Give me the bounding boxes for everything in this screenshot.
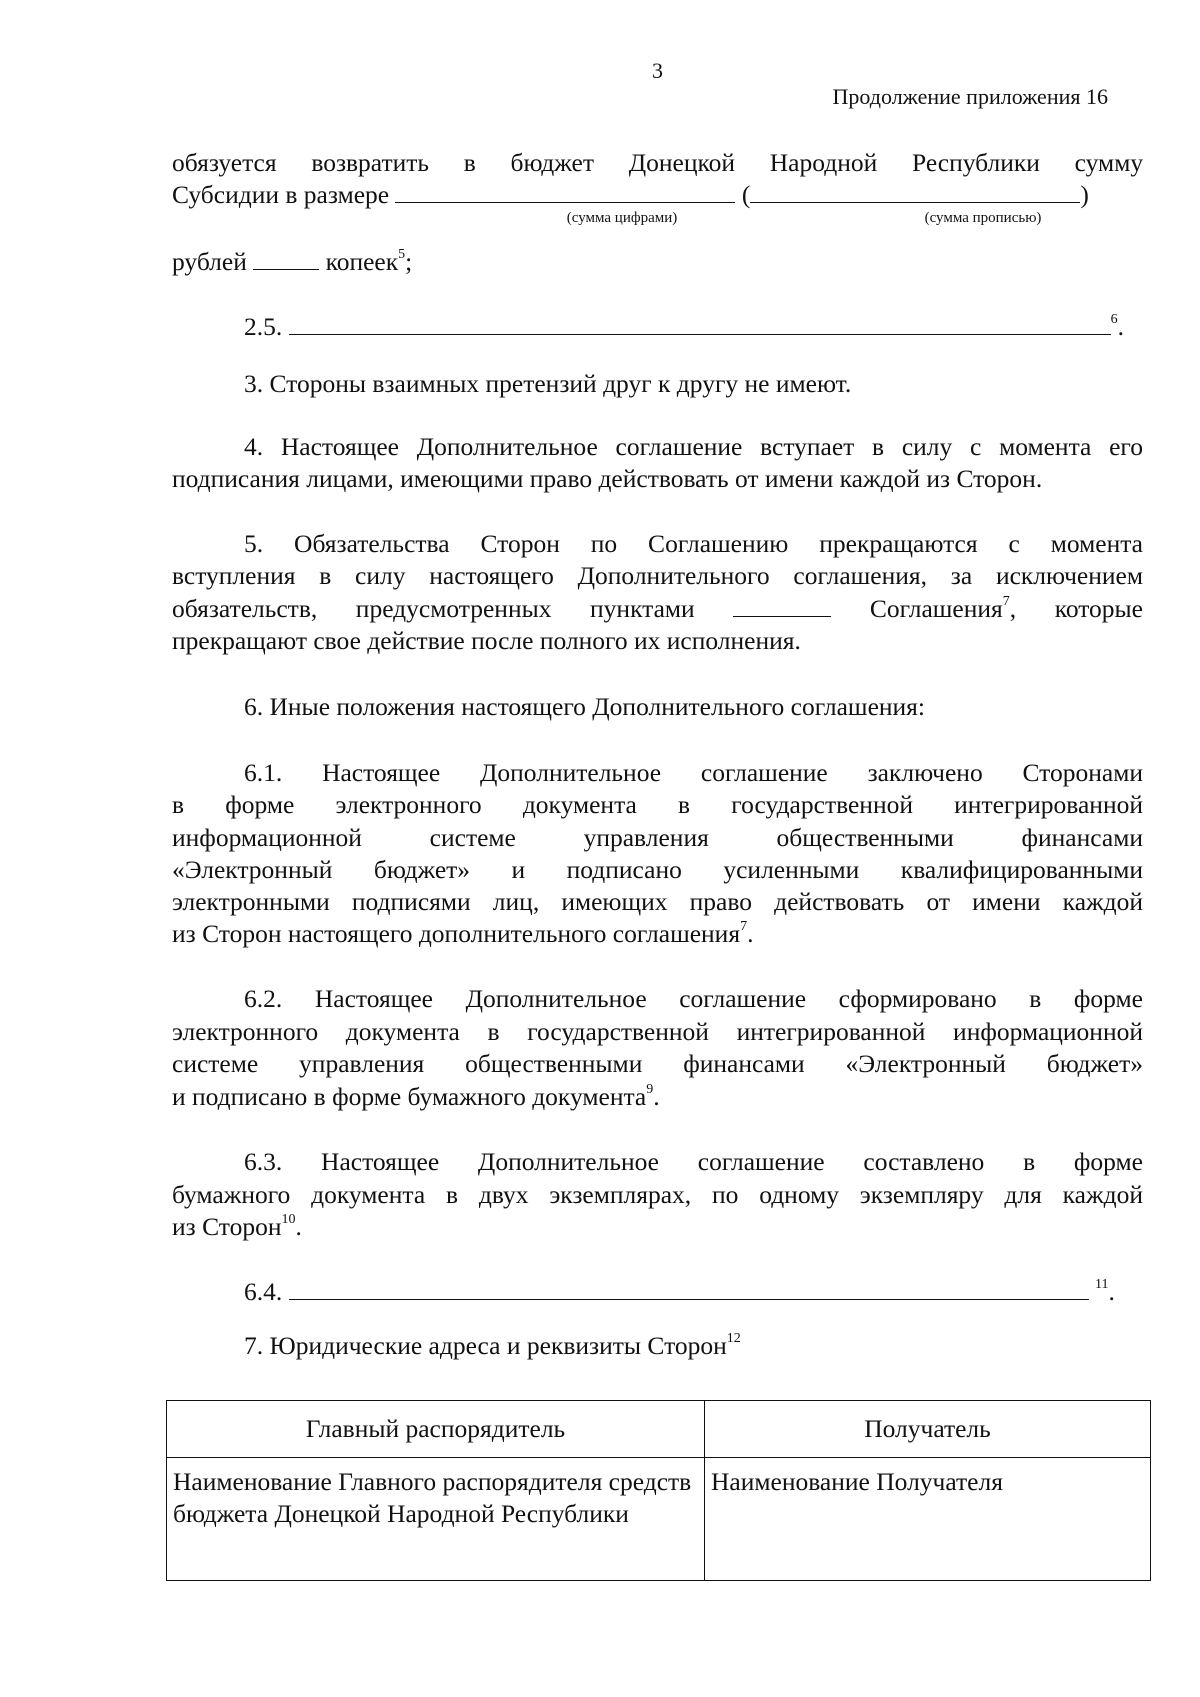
clause-5-line-4: прекращают свое действие после полного их исполнения. [172, 626, 801, 655]
clause-3: 3. Стороны взаимных претензий друг к другу не имеют. [244, 369, 852, 398]
clause-6-1-line-5: электронными подписями лиц, имеющих право действовать от имени каждой [172, 887, 1143, 916]
page-number: 3 [652, 58, 663, 83]
table-header-row [167, 1401, 1151, 1458]
caption-sum-words: (сумма прописью) [924, 210, 1042, 226]
clause-5-line-1: 5. Обязательства Сторон по Соглашению прекращаются с момента [244, 529, 1143, 558]
clause-6-2-line-4: и подписано в форме бумажного документа$^9$. [172, 1082, 660, 1111]
clause-2-5: 2.5. $^6$. [244, 312, 1124, 341]
parties-table [166, 1400, 1151, 1581]
cell-recipient-name: Наименование Получателя [705, 1458, 1151, 1581]
clause-2-4-line-2: Субсидии в размере ( ) [172, 180, 1089, 209]
clause-6-1-line-1: 6.1. Настоящее Дополнительное соглашение заключено Сторонами [244, 758, 1143, 787]
clause-2-5-blank [289, 314, 1111, 335]
clause-4-line-1: 4. Настоящее Дополнительное соглашение вступает в силу с момента его [244, 432, 1143, 461]
footnote-ref: 6 [1110, 312, 1118, 327]
clauses-blank [733, 596, 831, 617]
footnote-ref: 5 [398, 247, 406, 262]
clause-5-line-3: обязательств, предусмотренных пунктами Соглашения$^7$, которые [172, 594, 1143, 623]
continuation-note: Продолжение приложения 16 [832, 84, 1108, 109]
clause-6-3-line-2: бумажного документа в двух экземплярах, по одному экземпляру для каждой [172, 1180, 1143, 1209]
clause-6-2-line-1: 6.2. Настоящее Дополнительное соглашение сформировано в форме [244, 984, 1143, 1013]
footnote-ref: 12 [726, 1331, 741, 1346]
footnote-ref: 11 [1095, 1277, 1109, 1292]
caption-sum-digits: (сумма цифрами) [566, 210, 678, 226]
cell-chief-manager-name: Наименование Главного распорядителя средств бюджета Донецкой Народной Республики [167, 1458, 705, 1581]
clause-6-4: 6.4. $^{11}$. [244, 1277, 1115, 1306]
footnote-ref: 7 [740, 919, 748, 934]
sum-digits-blank [395, 182, 735, 203]
clause-5-line-2: вступления в силу настоящего Дополнительного соглашения, за исключением [172, 561, 1143, 590]
header-chief-manager: Главный распорядитель [167, 1401, 705, 1458]
header-recipient: Получатель [705, 1401, 1151, 1458]
clause-6-4-blank [289, 1279, 1089, 1300]
table-row [167, 1458, 1151, 1581]
clause-6-3-line-3: из Сторон$^{10}$. [172, 1212, 302, 1241]
clause-6: 6. Иные положения настоящего Дополнительного соглашения: [244, 692, 925, 721]
sum-words-blank [750, 182, 1080, 203]
clause-6-2-line-2: электронного документа в государственной интегрированной информационной [172, 1017, 1143, 1046]
clause-7: 7. Юридические адреса и реквизиты Сторон$^{12}$ [244, 1331, 741, 1360]
footnote-ref: 9 [646, 1082, 654, 1097]
clause-6-1-line-4: «Электронный бюджет» и подписано усиленными квалифицированными [172, 855, 1143, 884]
clause-6-2-line-3: системе управления общественными финансами «Электронный бюджет» [172, 1049, 1143, 1078]
clause-6-3-line-1: 6.3. Настоящее Дополнительное соглашение составлено в форме [244, 1147, 1143, 1176]
clause-2-4-line-3: рублей копеек$^5$; [172, 247, 413, 276]
clause-6-1-line-3: информационной системе управления общественными финансами [172, 823, 1143, 852]
footnote-ref: 7 [1002, 594, 1010, 609]
clause-6-1-line-6: из Сторон настоящего дополнительного соглашения$^7$. [172, 919, 754, 948]
footnote-ref: 10 [281, 1212, 296, 1227]
clause-6-1-line-2: в форме электронного документа в государственной интегрированной [172, 790, 1143, 819]
clause-4-line-2: подписания лицами, имеющими право действовать от имени каждой из Сторон. [172, 464, 1043, 493]
kopeks-blank [253, 249, 319, 270]
clause-2-4-line-1: обязуется возвратить в бюджет Донецкой Народной Республики сумму [172, 148, 1144, 177]
